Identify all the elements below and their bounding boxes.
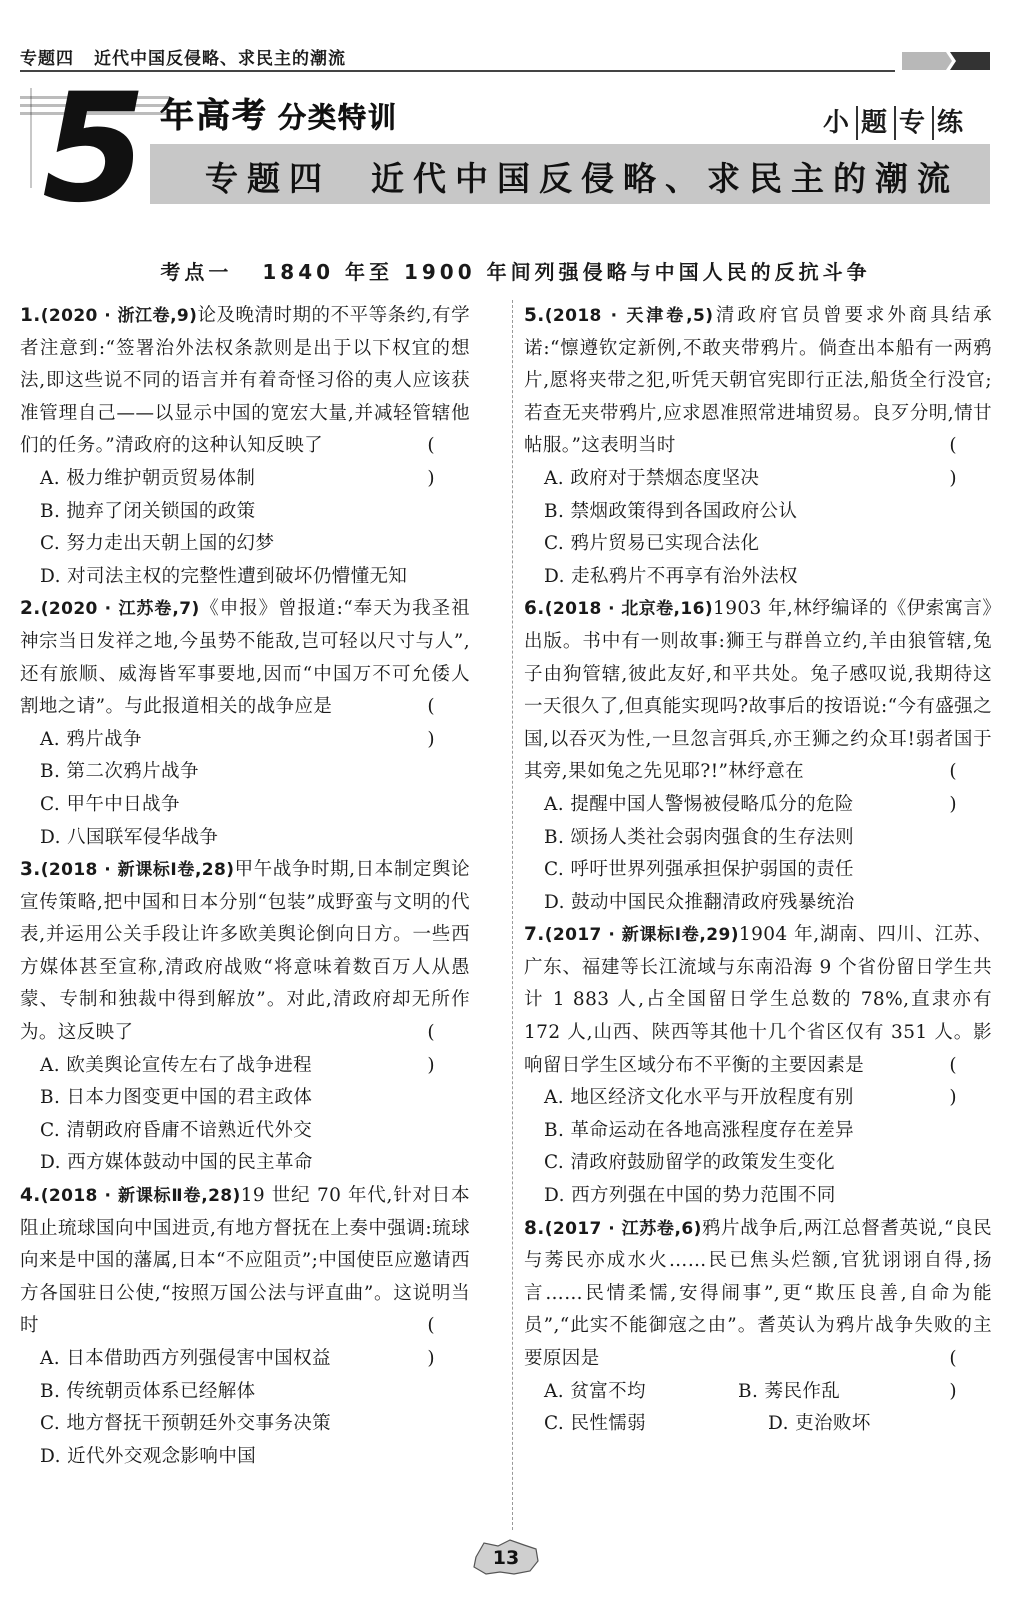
option[interactable]: D. 八国联军侵华战争 [40, 826, 219, 848]
option[interactable]: D. 西方媒体鼓动中国的民主革命 [40, 1152, 313, 1174]
option[interactable]: D. 吏治败坏 [768, 1413, 871, 1435]
option[interactable]: C. 努力走出天朝上国的幻梦 [40, 533, 275, 555]
option[interactable]: A. 地区经济文化水平与开放程度有别 [544, 1087, 854, 1109]
option[interactable]: C. 甲午中日战争 [40, 793, 180, 815]
question-text: 鸦片战争后,两江总督耆英说,“良民与莠民亦成水火……民已焦头烂额,官犹诩诩自得,扬言……民情柔懦,安得闹事”,更“欺压良善,自命为能员”,“此实不能御寇之由”。耆英认为鸦片战争失败的主要原因是 [524, 1217, 992, 1369]
answer-blank[interactable]: ( ) [427, 1022, 453, 1076]
chapter-title [205, 153, 959, 200]
brand-sub: 分类特训 [278, 101, 399, 134]
question-4 [20, 1180, 470, 1473]
question-source: (2017 · 新课标Ⅰ卷,29) [544, 925, 739, 946]
question-number: 8. [524, 1217, 545, 1239]
tagline-char: 题 [856, 106, 890, 140]
brand-title [160, 88, 398, 137]
question-source: (2020 · 浙江卷,9) [40, 306, 198, 326]
option[interactable]: D. 走私鸦片不再享有治外法权 [544, 565, 798, 587]
question-text: 19 世纪 70 年代,针对日本阻止琉球国向中国进贡,有地方督抚在上奏中强调:琉球向来是中国的藩属,日本“不应阻贡”;中国使臣应邀请西方各国驻日公使,“按照万国公法与评直曲”。这说明当时 [20, 1185, 470, 1337]
question-number: 3. [20, 859, 41, 881]
question-number: 6. [524, 598, 545, 620]
answer-blank[interactable]: ( ) [427, 696, 453, 750]
option[interactable]: A. 欧美舆论宣传左右了战争进程 [40, 1054, 313, 1076]
option[interactable]: C. 清政府鼓励留学的政策发生变化 [544, 1152, 836, 1174]
option[interactable]: B. 抛弃了闭关锁国的政策 [40, 500, 256, 522]
tagline-char: 小 [823, 108, 850, 138]
tagline [820, 106, 966, 140]
answer-blank[interactable]: ( ) [427, 435, 453, 489]
option[interactable]: B. 革命运动在各地高涨程度存在差异 [544, 1119, 855, 1141]
option[interactable]: D. 西方列强在中国的势力范围不同 [544, 1185, 836, 1207]
brand-main: 年高考 [160, 96, 268, 136]
question-6 [524, 593, 992, 919]
answer-blank[interactable]: ( ) [949, 1348, 975, 1402]
page-number: 13 [492, 1547, 520, 1569]
option[interactable]: A. 提醒中国人警惕被侵略瓜分的危险 [544, 793, 854, 815]
header-rule [20, 70, 895, 72]
option[interactable]: B. 第二次鸦片战争 [40, 761, 199, 783]
question-text: 1903 年,林纾编译的《伊索寓言》出版。书中有一则故事:狮王与群兽立约,羊由狼管辖,兔子由狗管辖,彼此友好,和平共处。兔子感叹说,我期待这一天很久了,但真能实现吗?故事后的按语说:“今有盛强之国,以吞灭为性,一旦忽言弭兵,亦王狮之约众耳!弱者国于其旁,果如兔之先见耶?!”林纾意在 [524, 598, 993, 783]
running-header-topic-no: 专题四 [20, 49, 74, 69]
svg-text:5: 5 [42, 76, 147, 206]
option[interactable]: A. 日本借助西方列强侵害中国权益 [40, 1348, 331, 1369]
column-divider [512, 300, 513, 1530]
option[interactable]: C. 鸦片贸易已实现合法化 [544, 533, 760, 555]
option[interactable]: A. 鸦片战争 [40, 728, 142, 750]
question-source: (2018 · 新课标Ⅱ卷,28) [40, 1186, 241, 1207]
option[interactable]: A. 极力维护朝贡贸易体制 [40, 467, 256, 489]
option-row [524, 1408, 992, 1441]
question-2 [20, 593, 470, 854]
option[interactable]: B. 传统朝贡体系已经解体 [40, 1380, 256, 1402]
option[interactable]: B. 颂扬人类社会弱肉强食的生存法则 [544, 826, 855, 848]
option[interactable]: C. 民性懦弱 [544, 1413, 647, 1435]
option[interactable]: B. 日本力图变更中国的君主政体 [40, 1087, 313, 1109]
running-header [20, 44, 346, 69]
header-arrow-bar [902, 50, 990, 72]
question-text: 《申报》曾报道:“奉天为我圣祖神宗当日发祥之地,今虽势不能敌,岂可轻以尺寸与人”,还有旅顺、威海皆军事要地,因而“中国万不可允倭人割地之请”。与此报道相关的战争应是 [20, 598, 470, 718]
option[interactable]: C. 地方督抚干预朝廷外交事务决策 [40, 1413, 332, 1435]
question-number: 2. [20, 598, 41, 620]
question-number: 4. [20, 1185, 41, 1207]
option[interactable]: C. 呼吁世界列强承担保护弱国的责任 [544, 859, 854, 881]
question-number: 5. [524, 305, 545, 326]
option[interactable]: B. 禁烟政策得到各国政府公认 [544, 500, 798, 522]
section-heading [0, 256, 1031, 285]
option[interactable]: D. 鼓动中国民众推翻清政府残暴统治 [544, 891, 855, 913]
page-number-badge [470, 1537, 542, 1577]
question-5 [524, 300, 992, 593]
question-text: 清政府官员曾要求外商具结承诺:“懔遵钦定新例,不敢夹带鸦片。倘查出本船有一两鸦片,愿将夹带之犯,听凭天朝官宪即行正法,船货全行没官;若查无夹带鸦片,应求恩准照常进埔贸易。良歹分明,情甘帖服。”这表明当时 [524, 305, 992, 457]
right-column [524, 300, 992, 1441]
answer-blank[interactable]: ( ) [949, 761, 975, 815]
question-1 [20, 300, 470, 593]
question-source: (2018 · 新课标Ⅰ卷,28) [40, 860, 235, 881]
question-source: (2020 · 江苏卷,7) [40, 599, 200, 620]
option[interactable]: D. 对司法主权的完整性遭到破坏仍懵懂无知 [40, 565, 408, 587]
question-7 [524, 919, 992, 1212]
option[interactable]: A. 政府对于禁烟态度坚决 [544, 467, 760, 489]
question-source: (2018 · 天津卷,5) [544, 306, 714, 326]
question-3 [20, 854, 470, 1180]
question-source: (2017 · 江苏卷,6) [544, 1218, 702, 1239]
question-number: 1. [20, 305, 41, 326]
option[interactable]: D. 近代外交观念影响中国 [40, 1445, 257, 1467]
running-header-topic-name: 近代中国反侵略、求民主的潮流 [94, 49, 346, 69]
section-label: 考点一 [160, 260, 233, 284]
chapter-title-name: 近代中国反侵略、求民主的潮流 [371, 159, 959, 198]
section-text: 1840 年至 1900 年间列强侵略与中国人民的反抗斗争 [262, 260, 871, 284]
question-text: 论及晚清时期的不平等条约,有学者注意到:“签署治外法权条款则是出于以下权宜的想法,即这些说不同的语言并有着奇怪习俗的夷人应该获准管理自己——以显示中国的宽宏大量,并减轻管辖他们的任务。”清政府的这种认知反映了 [20, 305, 470, 457]
option[interactable]: B. 莠民作乱 [738, 1380, 841, 1402]
answer-blank[interactable]: ( ) [949, 435, 975, 489]
option[interactable]: C. 清朝政府昏庸不谙熟近代外交 [40, 1119, 313, 1141]
option[interactable]: A. 贫富不均 [544, 1380, 646, 1402]
chapter-title-no: 专题四 [205, 159, 331, 198]
tagline-char: 练 [932, 106, 966, 140]
answer-blank[interactable]: ( ) [949, 1054, 975, 1109]
question-text: 甲午战争时期,日本制定舆论宣传策略,把中国和日本分别“包装”成野蛮与文明的代表,并运用公关手段让许多欧美舆论倒向日方。一些西方媒体甚至宣称,清政府战败“将意味着数百万人从愚蒙、专制和独裁中得到解放”。对此,清政府却无所作为。这反映了 [20, 859, 470, 1044]
question-text: 1904 年,湖南、四川、江苏、广东、福建等长江流域与东南沿海 9 个省份留日学生共计 1 883 人,占全国留日学生总数的 78%,直隶亦有 172 人,山西、陕西等其他十几个省区仅有 351 人。影响留日学生区域分布不平衡的主要因素是 [524, 924, 992, 1076]
left-column [20, 300, 470, 1473]
question-number: 7. [524, 924, 545, 946]
question-8 [524, 1213, 992, 1441]
option-row [524, 1376, 932, 1409]
answer-blank[interactable]: ( ) [427, 1315, 453, 1369]
question-source: (2018 · 北京卷,16) [544, 599, 714, 620]
tagline-char: 专 [894, 106, 928, 140]
